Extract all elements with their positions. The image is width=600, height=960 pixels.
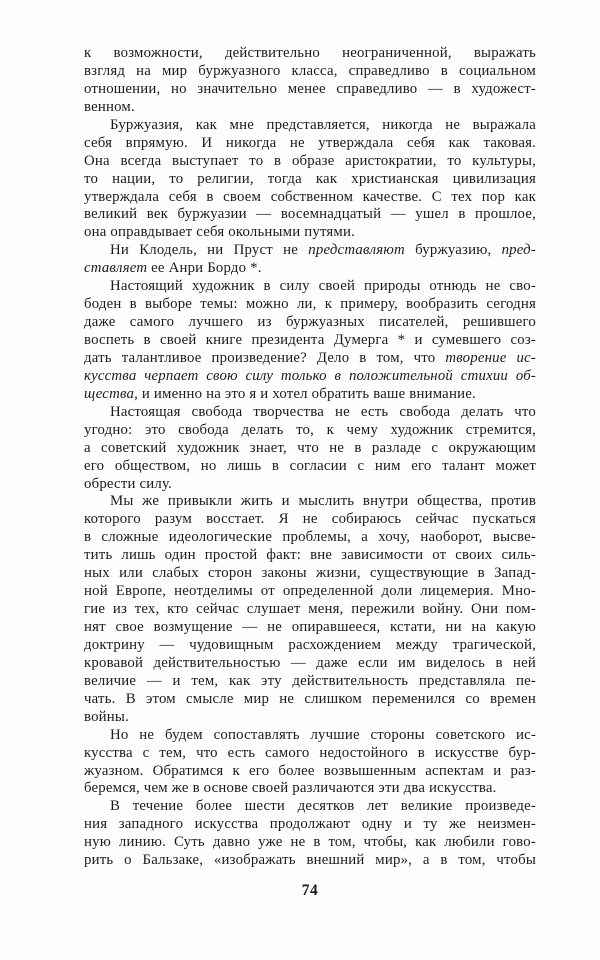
text-segment: то нации, то религии, тогда как христианская цивилизация — [84, 170, 536, 187]
text-segment: беремся, чем же в основе своей различаются эти два искусства. — [84, 780, 497, 797]
text-segment: и именно на это я и хотел обратить ваше внимание. — [137, 385, 476, 402]
text-line — [84, 368, 536, 386]
text-line — [84, 314, 536, 332]
text-segment: ных или слабых сторон законы жизни, существующие в Запад- — [84, 565, 536, 582]
text-line — [84, 763, 536, 781]
text-line — [84, 691, 536, 709]
text-line — [84, 493, 536, 511]
text-segment: тить лишь один простой факт: вне зависимости от своих силь- — [84, 547, 536, 564]
text-line — [84, 81, 536, 99]
text-line — [84, 206, 536, 224]
text-segment: в сложные идеологические проблемы, а хочу, наоборот, высве- — [84, 529, 536, 546]
text-line — [84, 45, 536, 63]
text-segment: утверждала себя в своем собственном качестве. С тех пор как — [84, 188, 536, 205]
text-line — [84, 99, 536, 117]
text-segment: кровавой действительностью — даже если им виделось в ней — [84, 654, 536, 671]
text-segment: а советский художник знает, что не в разладе с окружающим — [84, 439, 536, 456]
text-segment: рить о Бальзаке, «изображать внешний мир», а в том, чтобы — [84, 852, 536, 869]
italic-text-segment: творение ис- — [445, 349, 536, 366]
text-line — [84, 117, 536, 135]
text-segment: себя впрямую. И никогда не утверждала себя как таковая. — [84, 134, 536, 151]
text-line — [84, 511, 536, 529]
text-segment: величие — и тем, как эту действительность представляла пе- — [84, 672, 536, 689]
text-segment: гие из тех, кто сейчас слушает меня, пережили войну. Они пом- — [84, 601, 536, 618]
text-line — [84, 476, 536, 494]
text-line — [84, 440, 536, 458]
text-line — [84, 727, 536, 745]
text-line — [84, 619, 536, 637]
italic-text-segment: представляют — [308, 242, 405, 259]
text-line — [84, 745, 536, 763]
text-segment: жуазном. Обратимся к его более возвышенным аспектам и раз- — [84, 762, 536, 779]
text-line — [84, 529, 536, 547]
text-segment: которого разум восстает. Я не собираюсь сейчас пускаться — [84, 511, 536, 528]
text-segment: взгляд на мир буржуазного класса, справедливо в социальном — [84, 62, 536, 79]
text-line — [84, 547, 536, 565]
text-segment: Ни Клодель, ни Пруст не — [110, 242, 309, 259]
text-line — [84, 63, 536, 81]
text-line — [84, 422, 536, 440]
text-line — [84, 834, 536, 852]
text-segment: великий век буржуазии — восемнадцатый — ушел в прошлое, — [84, 206, 536, 223]
text-line — [84, 278, 536, 296]
text-line — [84, 852, 536, 870]
text-segment: она оправдывает себя окольными путями. — [84, 224, 356, 241]
text-segment: войны. — [84, 708, 129, 725]
italic-text-segment: пред- — [501, 242, 536, 259]
text-line — [84, 709, 536, 727]
text-block — [84, 45, 536, 870]
text-line — [84, 153, 536, 171]
text-line — [84, 798, 536, 816]
text-line — [84, 673, 536, 691]
text-segment: Она всегда выступает то в образе аристократии, то культуры, — [84, 152, 536, 169]
italic-text-segment: ставляет — [84, 260, 148, 277]
text-segment: Но не будем сопоставлять лучшие стороны советского ис- — [110, 726, 536, 743]
text-segment: Настоящая свобода творчества не есть свобода делать что — [110, 403, 536, 420]
text-segment: к возможности, действительно неограниченной, выражать — [84, 45, 536, 61]
text-segment: чать. В этом смысле мир не слишком переменился со времен — [84, 690, 536, 707]
text-line — [84, 386, 536, 404]
text-segment: нят свое возмущение — не опиравшееся, кстати, ни на какую — [84, 619, 536, 635]
text-segment: Буржуазия, как мне представляется, никогда не выражала — [110, 116, 536, 133]
text-line — [84, 816, 536, 834]
text-segment: ее Анри Бордо *. — [147, 260, 262, 277]
text-line — [84, 224, 536, 242]
text-line — [84, 332, 536, 350]
text-line — [84, 780, 536, 798]
text-segment: В течение более шести десятков лет великие произведе- — [110, 798, 536, 815]
text-segment: ную линию. Суть давно уже не в том, чтобы, как любили гово- — [84, 834, 536, 851]
text-segment: отношении, но значительно менее справедливо — в художест- — [84, 80, 536, 97]
text-line — [84, 350, 536, 368]
text-line — [84, 583, 536, 601]
text-line — [84, 296, 536, 314]
text-segment: обрести силу. — [84, 475, 172, 492]
text-segment: Настоящий художник в силу своей природы отнюдь не сво- — [110, 278, 536, 295]
text-line — [84, 565, 536, 583]
text-line — [84, 171, 536, 189]
text-line — [84, 404, 536, 422]
text-line — [84, 189, 536, 207]
text-segment: буржуазию, — [404, 242, 502, 259]
text-line — [84, 260, 536, 278]
text-segment: боден в выборе темы: можно ли, к примеру, вообразить сегодня — [84, 296, 536, 313]
italic-text-segment: кусства черпает свою силу только в положительной стихии об- — [84, 367, 536, 384]
text-segment: его обществом, но лишь в согласии с ним его талант может — [84, 457, 536, 474]
text-segment: венном. — [84, 98, 135, 115]
text-segment: ния западного искусства продолжают одну и ту же неизмен- — [84, 816, 536, 833]
text-segment: дать талантливое произведение? Дело в том, что — [84, 349, 446, 366]
italic-text-segment: щества, — [84, 385, 138, 402]
text-segment: угодно: это свобода делать то, к чему художник стремится, — [84, 421, 536, 438]
text-line — [84, 637, 536, 655]
text-line — [84, 655, 536, 673]
text-segment: Мы же привыкли жить и мыслить внутри общества, против — [110, 493, 536, 510]
text-segment: воспеть в своей книге президента Думерга * и сумевшего соз- — [84, 332, 536, 348]
text-line — [84, 135, 536, 153]
text-segment: кусства с тем, что есть самого недостойного в искусстве бур- — [84, 744, 536, 761]
text-line — [84, 458, 536, 476]
text-segment: даже самого лучшего из буржуазных писателей, решившего — [84, 314, 536, 331]
text-line — [84, 601, 536, 619]
text-segment: ной Европе, неотделимы от определенной доли лицемерия. Мно- — [84, 583, 536, 600]
text-segment: доктрину — чудовищным расхождением между трагической, — [84, 636, 536, 653]
text-line — [84, 242, 536, 260]
page-number: 74 — [301, 882, 319, 899]
